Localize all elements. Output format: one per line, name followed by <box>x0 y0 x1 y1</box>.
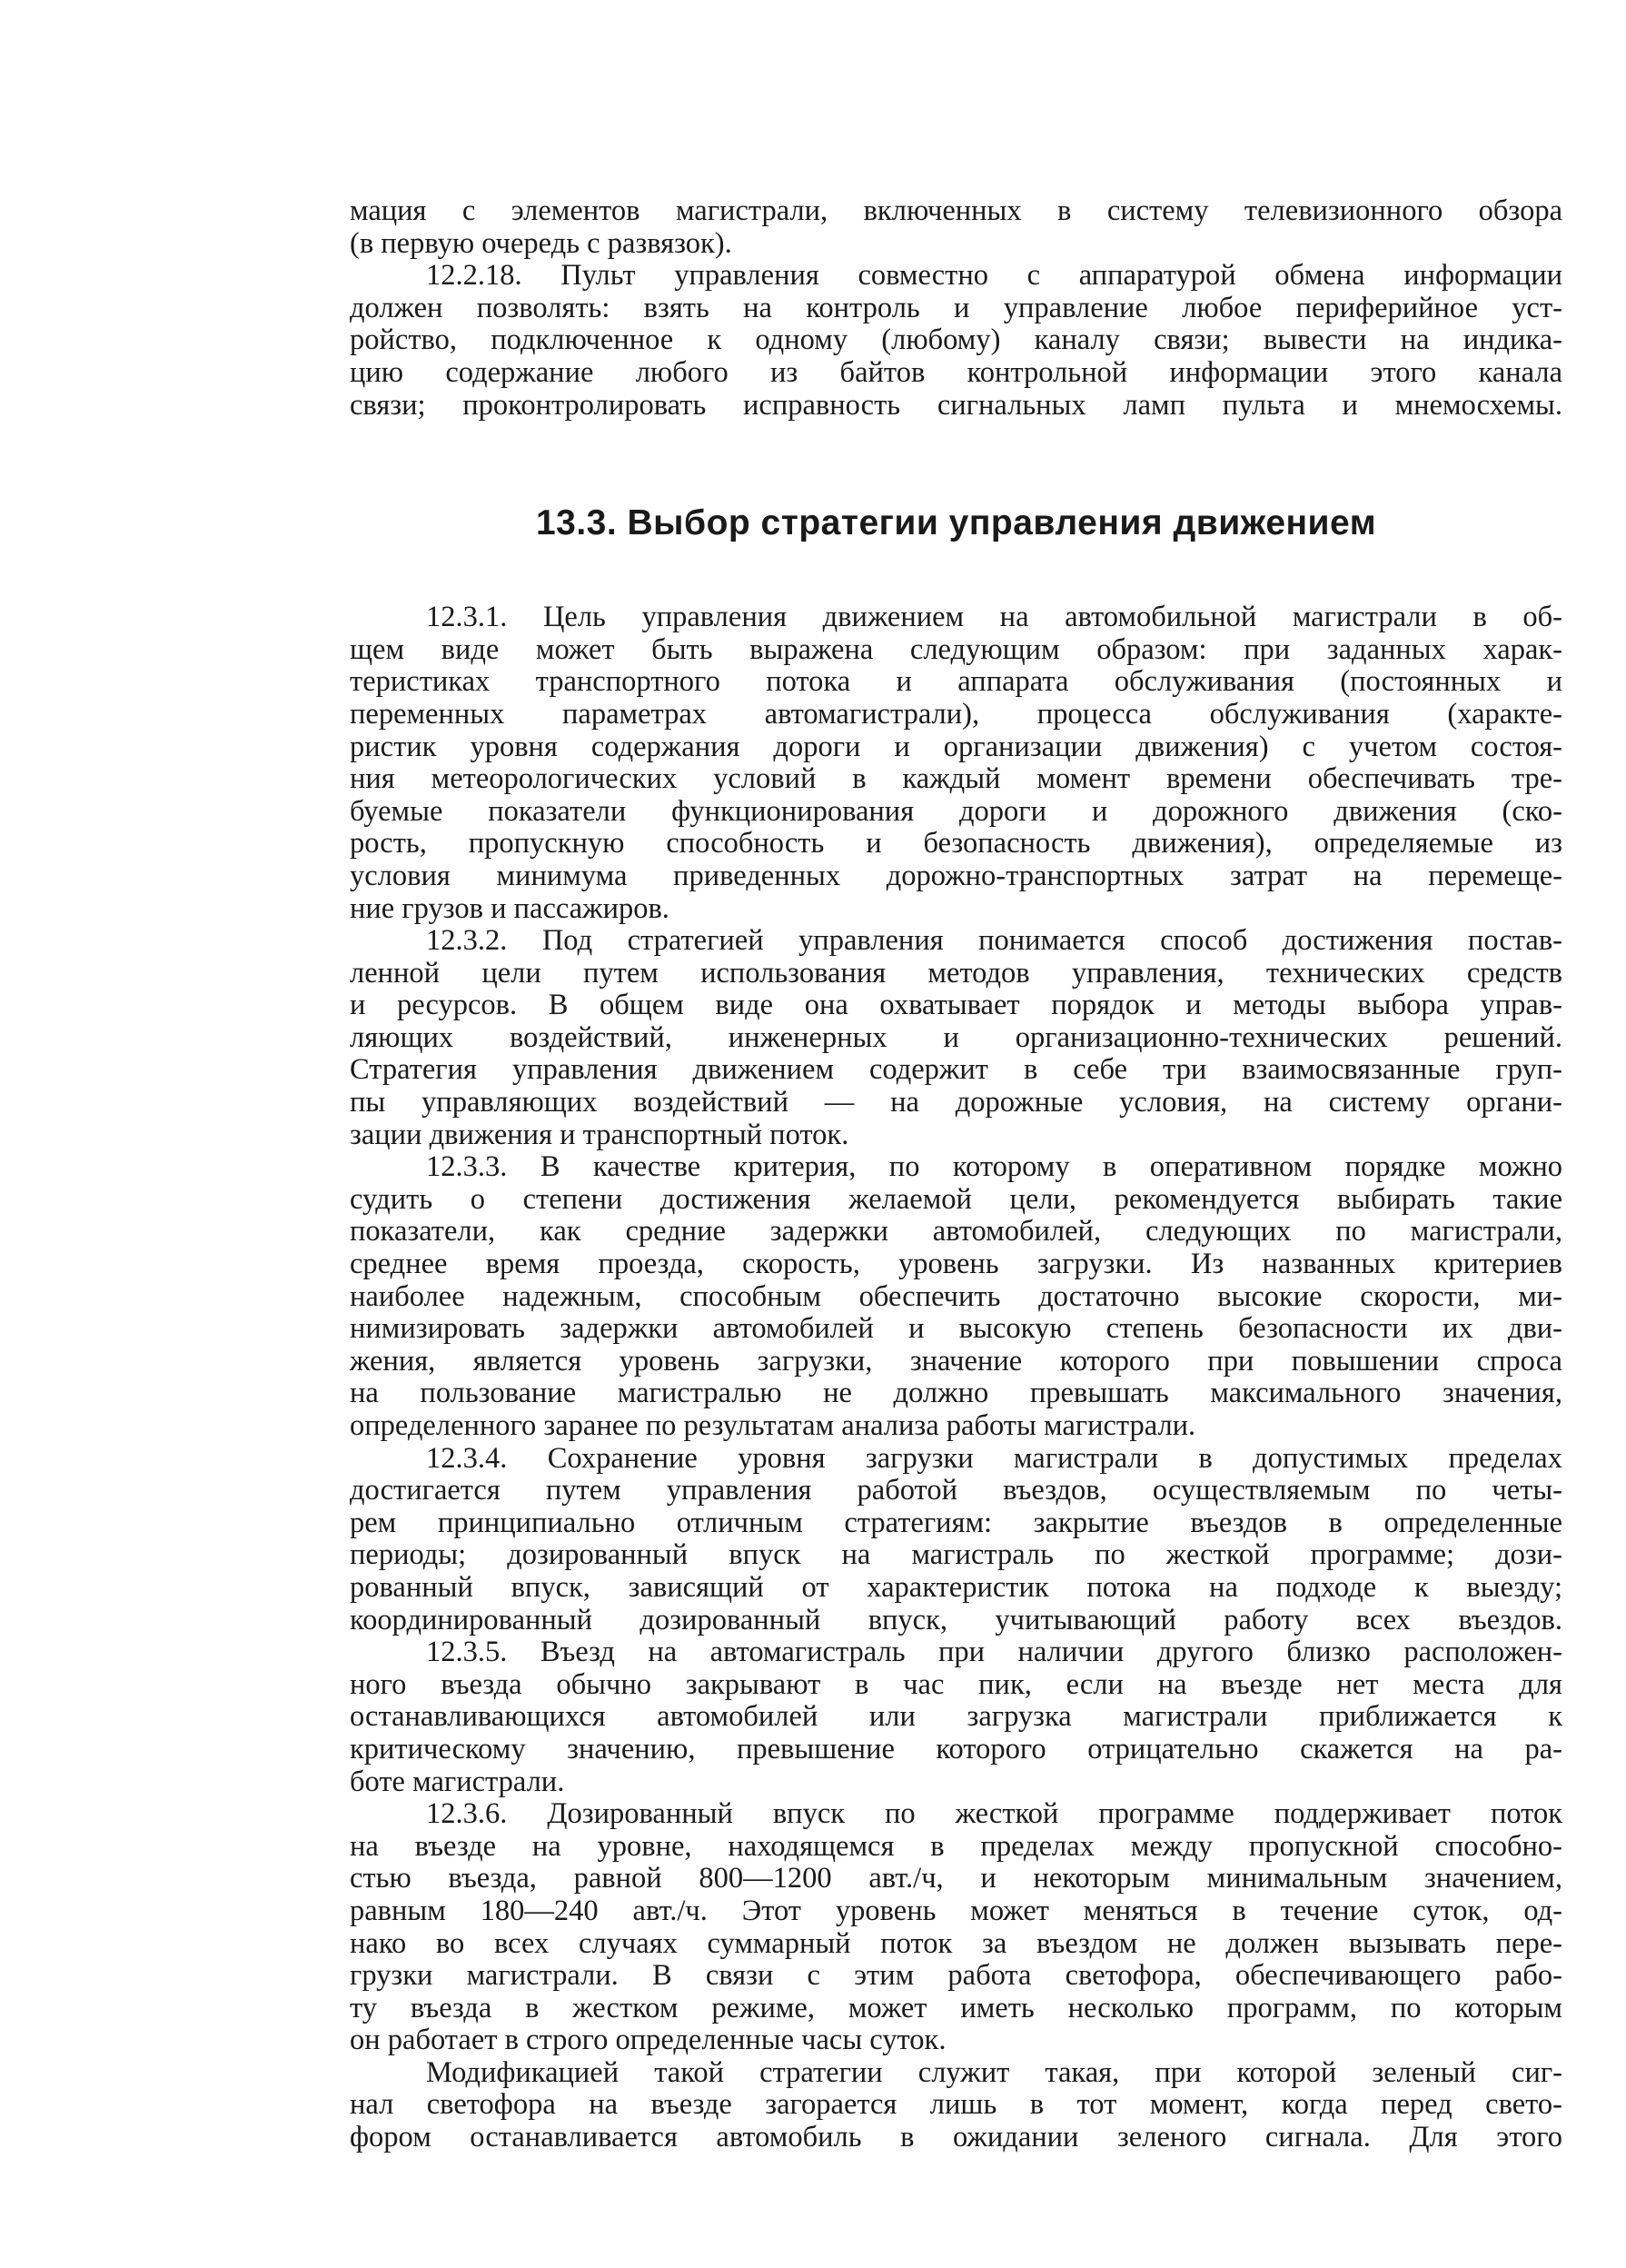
paragraph-12-3-4 <box>350 1443 1562 1637</box>
text-line: 12.3.6. Дозированный впуск по жесткой программе поддерживает поток <box>426 1797 1562 1831</box>
text-line: (в первую очередь с развязок). <box>350 226 732 260</box>
text-line: координированный дозированный впуск, учитывающий работу всех въездов. <box>350 1603 1562 1636</box>
text-line: зации движения и транспортный поток. <box>350 1118 849 1151</box>
text-line: 12.3.3. В качестве критерия, по которому в оперативном порядке можно <box>426 1150 1562 1184</box>
text-line: нако во всех случаях суммарный поток за въездом не должен вызывать пере- <box>350 1926 1562 1960</box>
text-line: достигается путем управления работой въездов, осуществляемым по четы- <box>350 1474 1562 1507</box>
text-line: мация с элементов магистрали, включенных в систему телевизионного обзора <box>350 194 1562 227</box>
text-line: критическому значению, превышение которого отрицательно скажется на ра- <box>350 1732 1562 1766</box>
text-line: условия минимума приведенных дорожно-транспортных затрат на перемеще- <box>350 859 1562 892</box>
text-line: буемые показатели функционирования дороги и дорожного движения (ско- <box>350 794 1562 828</box>
text-line: ристик уровня содержания дороги и организации движения) с учетом состоя- <box>350 730 1562 763</box>
text-line: 12.3.5. Въезд на автомагистраль при наличии другого близко расположен- <box>426 1636 1562 1669</box>
text-line: ного въезда обычно закрывают в час пик, если на въезде нет места для <box>350 1667 1562 1701</box>
text-line: щем виде может быть выражена следующим образом: при заданных харак- <box>350 632 1562 666</box>
text-line: фором останавливается автомобиль в ожидании зеленого сигнала. Для этого <box>350 2121 1562 2154</box>
text-line: 12.3.1. Цель управления движением на автомобильной магистрали в об- <box>426 601 1562 634</box>
text-line: ленной цели путем использования методов управления, технических средств <box>350 956 1562 990</box>
text-line: 12.3.4. Сохранение уровня загрузки магистрали в допустимых пределах <box>426 1441 1562 1475</box>
text-line: Модификацией такой стратегии служит такая, при которой зеленый сиг- <box>426 2055 1562 2089</box>
text-line: ние грузов и пассажиров. <box>350 891 669 925</box>
text-line: рем принципиально отличным стратегиям: закрытие въездов в определенные <box>350 1506 1562 1539</box>
text-line: грузки магистрали. В связи с этим работа светофора, обеспечивающего рабо- <box>350 1959 1562 1993</box>
text-line: ляющих воздействий, инженерных и организационно-технических решений. <box>350 1020 1562 1054</box>
text-line: среднее время проезда, скорость, уровень загрузки. Из названных критериев <box>350 1248 1562 1281</box>
text-line: судить о степени достижения желаемой цели, рекомендуется выбирать такие <box>350 1182 1562 1216</box>
text-line: 12.3.2. Под стратегией управления понимается способ достижения постав- <box>426 924 1562 958</box>
text-line: ройство, подключенное к одному (любому) каналу связи; вывести на индика- <box>350 323 1562 357</box>
paragraph-12-3-2 <box>350 925 1562 1151</box>
paragraph-12-2-18 <box>350 260 1562 422</box>
text-line: Стратегия управления движением содержит в себе три взаимосвязанные груп- <box>350 1053 1562 1087</box>
paragraph-12-3-1 <box>350 602 1562 925</box>
text-line: на въезде на уровне, находящемся в пределах между пропускной способно- <box>350 1829 1562 1863</box>
text-line: он работает в строго определенные часы суток. <box>350 2024 947 2057</box>
document-page <box>350 195 1562 2154</box>
text-line: равным 180—240 авт./ч. Этот уровень может меняться в течение суток, од- <box>350 1894 1562 1927</box>
text-line: ту въезда в жестком режиме, может иметь несколько программ, по которым <box>350 1991 1562 2024</box>
text-line: останавливающихся автомобилей или загрузка магистрали приближается к <box>350 1700 1562 1734</box>
text-line: переменных параметрах автомагистрали), процесса обслуживания (характе- <box>350 697 1562 731</box>
text-line: пы управляющих воздействий — на дорожные условия, на систему органи- <box>350 1086 1562 1119</box>
paragraph-12-3-6 <box>350 1798 1562 2057</box>
text-line: рость, пропускную способность и безопасность движения), определяемые из <box>350 827 1562 860</box>
text-line: боте магистрали. <box>350 1765 565 1798</box>
text-line: 12.2.18. Пульт управления совместно с аппаратурой обмена информации <box>426 259 1562 293</box>
text-line: ния метеорологических условий в каждый момент времени обеспечивать тре- <box>350 762 1562 796</box>
text-line: нимизировать задержки автомобилей и высокую степень безопасности их дви- <box>350 1312 1562 1346</box>
text-line: периоды; дозированный впуск на магистраль по жесткой программе; дози- <box>350 1538 1562 1572</box>
paragraph-intro <box>350 195 1562 260</box>
text-line: цию содержание любого из байтов контрольной информации этого канала <box>350 355 1562 389</box>
text-line: стью въезда, равной 800—1200 авт./ч, и некоторым минимальным значением, <box>350 1862 1562 1895</box>
text-line: показатели, как средние задержки автомобилей, следующих по магистрали, <box>350 1215 1562 1248</box>
text-line: на пользование магистралью не должно превышать максимального значения, <box>350 1377 1562 1410</box>
text-line: наиболее надежным, способным обеспечить достаточно высокие скорости, ми- <box>350 1279 1562 1313</box>
text-line: жения, является уровень загрузки, значение которого при повышении спроса <box>350 1344 1562 1378</box>
text-line: определенного заранее по результатам анализа работы магистрали. <box>350 1409 1196 1442</box>
text-line: должен позволять: взять на контроль и управление любое периферийное уст- <box>350 291 1562 324</box>
paragraph-modification <box>350 2057 1562 2154</box>
text-line: и ресурсов. В общем виде она охватывает порядок и методы выбора управ- <box>350 989 1562 1022</box>
section-heading: 13.3. Выбор стратегии управления движением <box>535 503 1377 543</box>
text-line: нал светофора на въезде загорается лишь в тот момент, когда перед свето- <box>350 2088 1562 2122</box>
paragraph-12-3-3 <box>350 1151 1562 1442</box>
text-line: рованный впуск, зависящий от характеристик потока на подходе к выезду; <box>350 1570 1562 1604</box>
text-line: связи; проконтролировать исправность сигнальных ламп пульта и мнемосхемы. <box>350 388 1562 422</box>
text-line: теристиках транспортного потока и аппарата обслуживания (постоянных и <box>350 665 1562 699</box>
paragraph-12-3-5 <box>350 1636 1562 1798</box>
